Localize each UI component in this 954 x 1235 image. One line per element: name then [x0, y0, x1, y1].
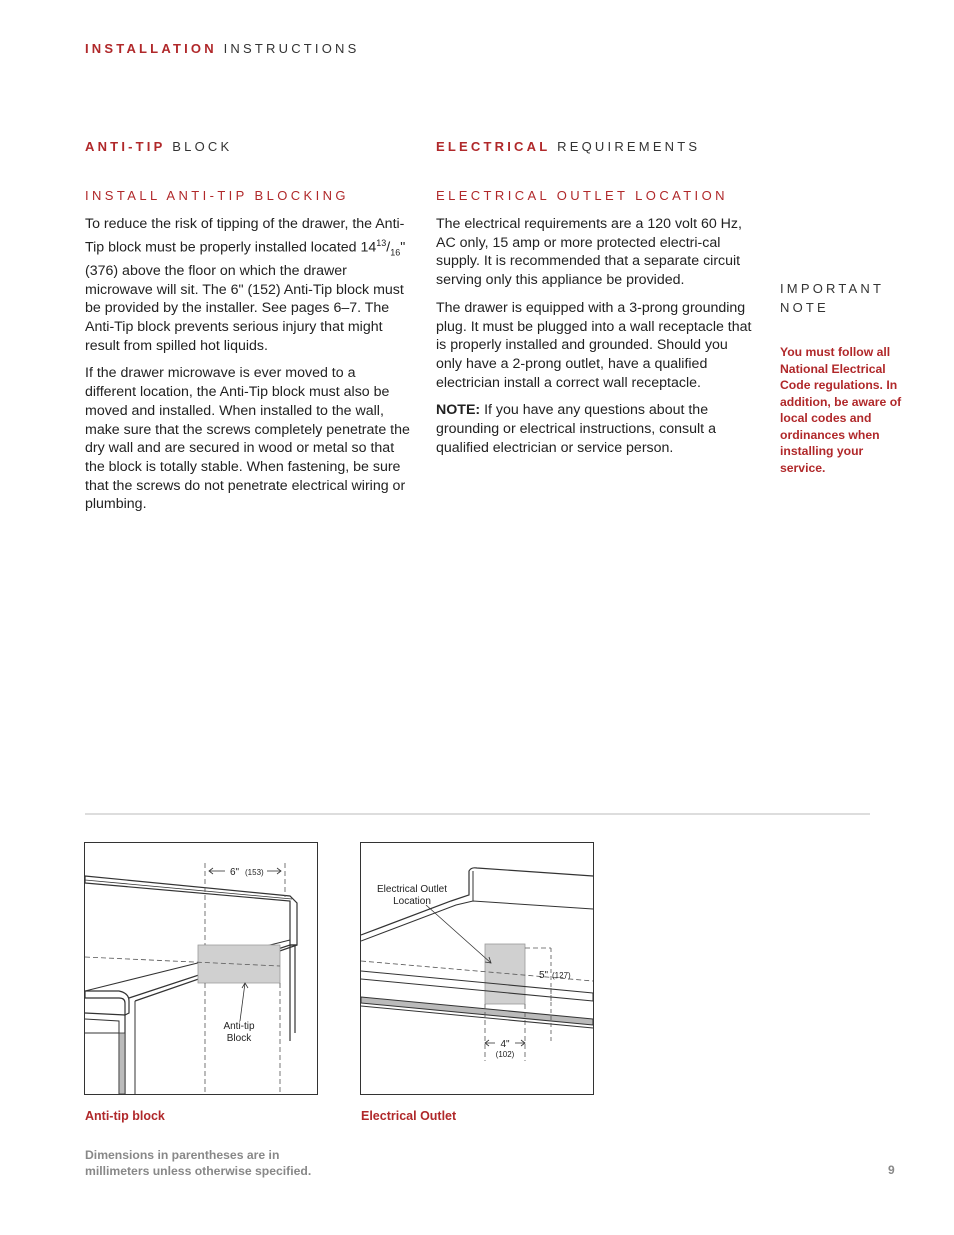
footnote-line-2: millimeters unless otherwise specified. [85, 1164, 312, 1178]
outlet-label-1: Electrical Outlet [376, 884, 448, 895]
outlet-dim-v-mm: (127) [552, 971, 571, 980]
anti-tip-label-1: Anti-tip [223, 1021, 255, 1032]
header-bold: INSTALLATION [85, 41, 217, 56]
electrical-note [436, 401, 756, 457]
note-label: NOTE: [436, 402, 481, 419]
electrical-title-normal: REQUIREMENTS [557, 139, 701, 154]
note-text: If you have any questions about the grounding or electrical instructions, consult a qualified electrician or service person. [436, 402, 716, 456]
important-note-title [780, 279, 884, 317]
fraction-numerator: 13 [376, 237, 387, 248]
divider [85, 813, 870, 815]
fraction-slash: / [386, 239, 391, 256]
anti-tip-section-title [85, 139, 232, 154]
page-number: 9 [888, 1163, 895, 1177]
electrical-paragraph-2: The drawer is equipped with a 3-prong grounding plug. It must be plugged into a wall receptacle that is properly installed and grounded. Should you only have a 2-prong outlet, have a qualified electrician install a correct wall receptacle. [436, 299, 752, 391]
footnote [85, 1147, 311, 1179]
electrical-section-title [436, 139, 700, 154]
page-header [85, 41, 360, 56]
important-line-1: IMPORTANT [780, 281, 885, 296]
header-normal: INSTRUCTIONS [223, 41, 360, 56]
important-note-text: You must follow all National Electrical Code regulations. In addition, be aware of local codes and ordinances when installing your service. [780, 345, 902, 475]
outlet-label-2: Location [393, 896, 431, 907]
outlet-caption: Electrical Outlet [361, 1109, 457, 1123]
anti-tip-caption: Anti-tip block [85, 1109, 165, 1123]
electrical-subtitle: ELECTRICAL OUTLET LOCATION [436, 188, 728, 203]
footnote-line-1: Dimensions in parentheses are in [85, 1148, 280, 1162]
anti-tip-paragraph-2: If the drawer microwave is ever moved to a different location, the Anti-Tip block must also be moved and installed. When installed to the wall, make sure that the screws completely penetrate the dry wall and are secured in wood or metal so that the block is totally stable. When fastening, be sure that the screws do not penetrate electrical wiring or plumbing. [85, 365, 410, 513]
anti-tip-label-2: Block [226, 1033, 252, 1044]
anti-tip-dim-label: 6" [230, 867, 240, 878]
electrical-title-bold: ELECTRICAL [436, 139, 551, 154]
important-line-2: NOTE [780, 300, 829, 315]
anti-tip-illustration [85, 843, 317, 1094]
outlet-dim-h-label: 4" [500, 1039, 510, 1050]
outlet-dim-v-label: 5" [539, 970, 549, 981]
anti-tip-subtitle: INSTALL ANTI-TIP BLOCKING [85, 188, 349, 203]
electrical-body [436, 215, 756, 466]
fraction-denominator: 16 [390, 247, 401, 258]
anti-tip-body [85, 215, 410, 523]
outlet-figure [360, 842, 594, 1095]
anti-tip-title-normal: BLOCK [172, 139, 233, 154]
anti-tip-dim-mm: (153) [245, 868, 264, 877]
outlet-illustration [361, 843, 593, 1094]
anti-tip-paragraph-1 [85, 215, 410, 355]
anti-tip-p1-a: To reduce the risk of tipping of the drawer, the Anti-Tip block must be properly installed located 14 [85, 216, 405, 256]
anti-tip-p1-b: " (376) above the floor on which the drawer microwave will sit. The 6" (152) Anti-Tip block must be provided by the installer. See pages 6–7. The Anti-Tip block prevents serious injury that might result from spilled hot liquids. [85, 239, 406, 354]
anti-tip-figure [84, 842, 318, 1095]
electrical-paragraph-1: The electrical requirements are a 120 volt 60 Hz, AC only, 15 amp or more protected electri-cal supply. It is recommended that a separate circuit serving only this appliance be provided. [436, 216, 742, 289]
outlet-dim-h-mm: (102) [495, 1050, 515, 1059]
anti-tip-title-bold: ANTI-TIP [85, 139, 166, 154]
